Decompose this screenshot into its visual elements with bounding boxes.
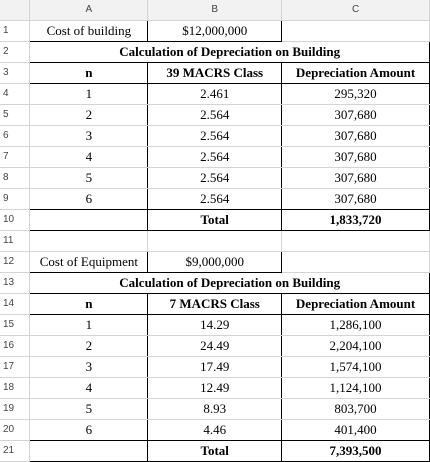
table-row — [0, 315, 430, 336]
row-header[interactable]: 15 — [0, 315, 30, 336]
cell-c14[interactable]: Depreciation Amount — [282, 294, 430, 315]
cell-c10[interactable]: 1,833,720 — [282, 210, 430, 231]
cell-a3[interactable]: n — [30, 63, 148, 84]
cell-c12[interactable] — [282, 252, 430, 273]
table-row — [0, 231, 430, 252]
cell-c21[interactable]: 7,393,500 — [282, 441, 430, 462]
cell-b20[interactable]: 4.46 — [148, 420, 282, 441]
cell-b1[interactable]: $12,000,000 — [148, 21, 282, 42]
section-title-equipment[interactable]: Calculation of Depreciation on Building — [30, 273, 430, 294]
cell-b8[interactable]: 2.564 — [148, 168, 282, 189]
cell-c16[interactable]: 2,204,100 — [282, 336, 430, 357]
select-all-corner[interactable] — [0, 0, 30, 21]
cell-a16[interactable]: 2 — [30, 336, 148, 357]
row-header[interactable]: 9 — [0, 189, 30, 210]
cell-a12[interactable]: Cost of Equipment — [30, 252, 148, 273]
cell-a1[interactable]: Cost of building — [30, 21, 148, 42]
row-header[interactable]: 4 — [0, 84, 30, 105]
row-header[interactable]: 13 — [0, 273, 30, 294]
cell-c18[interactable]: 1,124,100 — [282, 378, 430, 399]
cell-c7[interactable]: 307,680 — [282, 147, 430, 168]
cell-c6[interactable]: 307,680 — [282, 126, 430, 147]
row-header[interactable]: 18 — [0, 378, 30, 399]
cell-b4[interactable]: 2.461 — [148, 84, 282, 105]
cell-b10[interactable]: Total — [148, 210, 282, 231]
table-row — [0, 105, 430, 126]
row-header[interactable]: 3 — [0, 63, 30, 84]
cell-a20[interactable]: 6 — [30, 420, 148, 441]
cell-c20[interactable]: 401,400 — [282, 420, 430, 441]
row-header[interactable]: 5 — [0, 105, 30, 126]
cell-b16[interactable]: 24.49 — [148, 336, 282, 357]
cell-b3[interactable]: 39 MACRS Class — [148, 63, 282, 84]
cell-b12[interactable]: $9,000,000 — [148, 252, 282, 273]
table-row — [0, 399, 430, 420]
cell-a4[interactable]: 1 — [30, 84, 148, 105]
cell-c11[interactable] — [282, 231, 430, 252]
table-row — [0, 21, 430, 42]
table-row — [0, 84, 430, 105]
row-header[interactable]: 21 — [0, 441, 30, 462]
table-row — [0, 168, 430, 189]
cell-a7[interactable]: 4 — [30, 147, 148, 168]
row-header[interactable]: 6 — [0, 126, 30, 147]
row-header[interactable]: 14 — [0, 294, 30, 315]
row-header[interactable]: 1 — [0, 21, 30, 42]
table-row — [0, 273, 430, 294]
table-row — [0, 126, 430, 147]
cell-a17[interactable]: 3 — [30, 357, 148, 378]
row-header[interactable]: 11 — [0, 231, 30, 252]
cell-b9[interactable]: 2.564 — [148, 189, 282, 210]
table-row — [0, 336, 430, 357]
table-row — [0, 378, 430, 399]
cell-c19[interactable]: 803,700 — [282, 399, 430, 420]
table-row — [0, 63, 430, 84]
row-header[interactable]: 12 — [0, 252, 30, 273]
cell-b19[interactable]: 8.93 — [148, 399, 282, 420]
row-header[interactable]: 2 — [0, 42, 30, 63]
row-header[interactable]: 8 — [0, 168, 30, 189]
table-row — [0, 42, 430, 63]
row-header[interactable]: 7 — [0, 147, 30, 168]
table-row — [0, 420, 430, 441]
cell-c8[interactable]: 307,680 — [282, 168, 430, 189]
row-header[interactable]: 10 — [0, 210, 30, 231]
cell-b11[interactable] — [148, 231, 282, 252]
cell-b5[interactable]: 2.564 — [148, 105, 282, 126]
table-row — [0, 357, 430, 378]
cell-a5[interactable]: 2 — [30, 105, 148, 126]
cell-a21[interactable] — [30, 441, 148, 462]
table-row — [0, 252, 430, 273]
cell-b6[interactable]: 2.564 — [148, 126, 282, 147]
table-row — [0, 147, 430, 168]
cell-b21[interactable]: Total — [148, 441, 282, 462]
cell-a14[interactable]: n — [30, 294, 148, 315]
cell-c4[interactable]: 295,320 — [282, 84, 430, 105]
table-row — [0, 441, 430, 462]
table-row — [0, 210, 430, 231]
cell-b15[interactable]: 14.29 — [148, 315, 282, 336]
section-title-building[interactable]: Calculation of Depreciation on Building — [30, 42, 430, 63]
cell-c17[interactable]: 1,574,100 — [282, 357, 430, 378]
cell-b14[interactable]: 7 MACRS Class — [148, 294, 282, 315]
row-header[interactable]: 16 — [0, 336, 30, 357]
column-header-b[interactable]: B — [148, 0, 282, 21]
column-header-c[interactable]: C — [282, 0, 430, 21]
cell-a9[interactable]: 6 — [30, 189, 148, 210]
cell-a11[interactable] — [30, 231, 148, 252]
row-header[interactable]: 17 — [0, 357, 30, 378]
row-header[interactable]: 19 — [0, 399, 30, 420]
cell-b18[interactable]: 12.49 — [148, 378, 282, 399]
cell-a19[interactable]: 5 — [30, 399, 148, 420]
cell-c3[interactable]: Depreciation Amount — [282, 63, 430, 84]
cell-a8[interactable]: 5 — [30, 168, 148, 189]
table-row — [0, 294, 430, 315]
cell-b7[interactable]: 2.564 — [148, 147, 282, 168]
cell-c5[interactable]: 307,680 — [282, 105, 430, 126]
cell-a10[interactable] — [30, 210, 148, 231]
cell-a18[interactable]: 4 — [30, 378, 148, 399]
cell-c15[interactable]: 1,286,100 — [282, 315, 430, 336]
cell-c1[interactable] — [282, 21, 430, 42]
cell-b17[interactable]: 17.49 — [148, 357, 282, 378]
row-header[interactable]: 20 — [0, 420, 30, 441]
cell-c9[interactable]: 307,680 — [282, 189, 430, 210]
column-header-a[interactable]: A — [30, 0, 148, 21]
cell-a15[interactable]: 1 — [30, 315, 148, 336]
table-row — [0, 189, 430, 210]
cell-a6[interactable]: 3 — [30, 126, 148, 147]
